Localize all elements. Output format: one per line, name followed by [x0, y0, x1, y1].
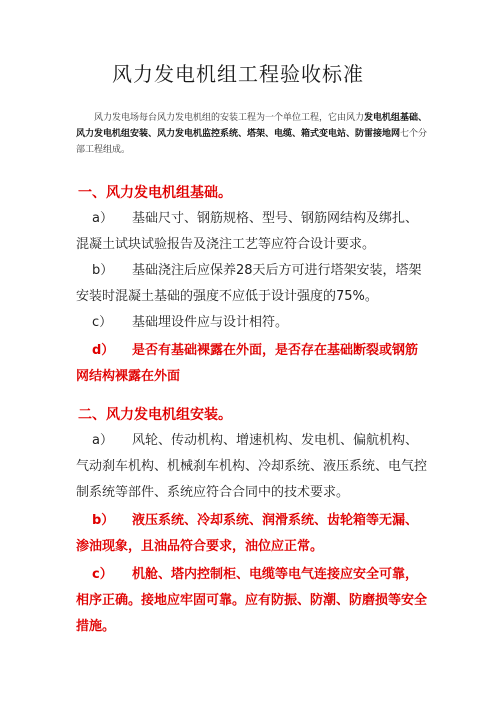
item-text: 是否有基础裸露在外面，是否存在基础断裂或钢筋网结构裸露在外面 [76, 343, 419, 384]
item-label: c） [92, 567, 113, 582]
item-text: 基础尺寸、钢筋规格、型号、钢筋网结构及绑扎、混凝土试块试验报告及浇注工艺等应符合设计要求。 [76, 211, 419, 252]
item-label: d） [92, 343, 115, 358]
intro-bold-1: 发电机组基础、 [364, 113, 428, 123]
intro-text-1: 风力发电场每台风力发电机组的安装工程为一个单位工程，它由风力 [94, 113, 365, 123]
intro-bold-2: 风力发电机组安装、风力发电机监控系统、塔架、电缆、箱式变电站、防雷接地网 [76, 129, 401, 139]
item-text: 机舱、塔内控制柜、电缆等电气连接应安全可靠，相序正确。接地应牢固可靠。应有防振、防潮、防磨损等安全措施。 [76, 567, 428, 634]
section-heading-foundation: 一、风力发电机组基础。 [78, 185, 232, 201]
item-text: 液压系统、冷却系统、润滑系统、齿轮箱等无漏、渗油现象，且油品符合要求，油位应正常。 [76, 513, 419, 554]
list-item [76, 310, 428, 336]
item-label: a） [92, 211, 113, 226]
item-label: b） [92, 263, 114, 278]
list-item-highlighted [76, 338, 428, 390]
list-item [76, 428, 428, 506]
item-text: 基础浇注后应保养28天后方可进行塔架安装，塔架安装时混凝土基础的强度不应低于设计强度的75%。 [76, 263, 422, 304]
section-heading-installation: 二、风力发电机组安装。 [78, 407, 232, 423]
list-item [76, 258, 428, 310]
list-item-highlighted [76, 562, 428, 640]
item-text: 风轮、传动机构、增速机构、发电机、偏航机构、气动刹车机构、机械刹车机构、冷却系统、液压系统、电气控制系统等部件、系统应符合合同中的技术要求。 [76, 433, 428, 500]
item-label: b） [92, 513, 115, 528]
page-title: 风力发电机组工程验收标准 [112, 62, 364, 86]
item-text: 基础埋设件应与设计相符。 [132, 315, 289, 330]
intro-text-2: 七个分部工程组成。 [76, 129, 428, 155]
intro-paragraph [76, 110, 428, 158]
list-item [76, 206, 428, 258]
list-item-highlighted [76, 508, 428, 560]
item-label: c） [92, 315, 113, 330]
item-label: a） [92, 433, 113, 448]
